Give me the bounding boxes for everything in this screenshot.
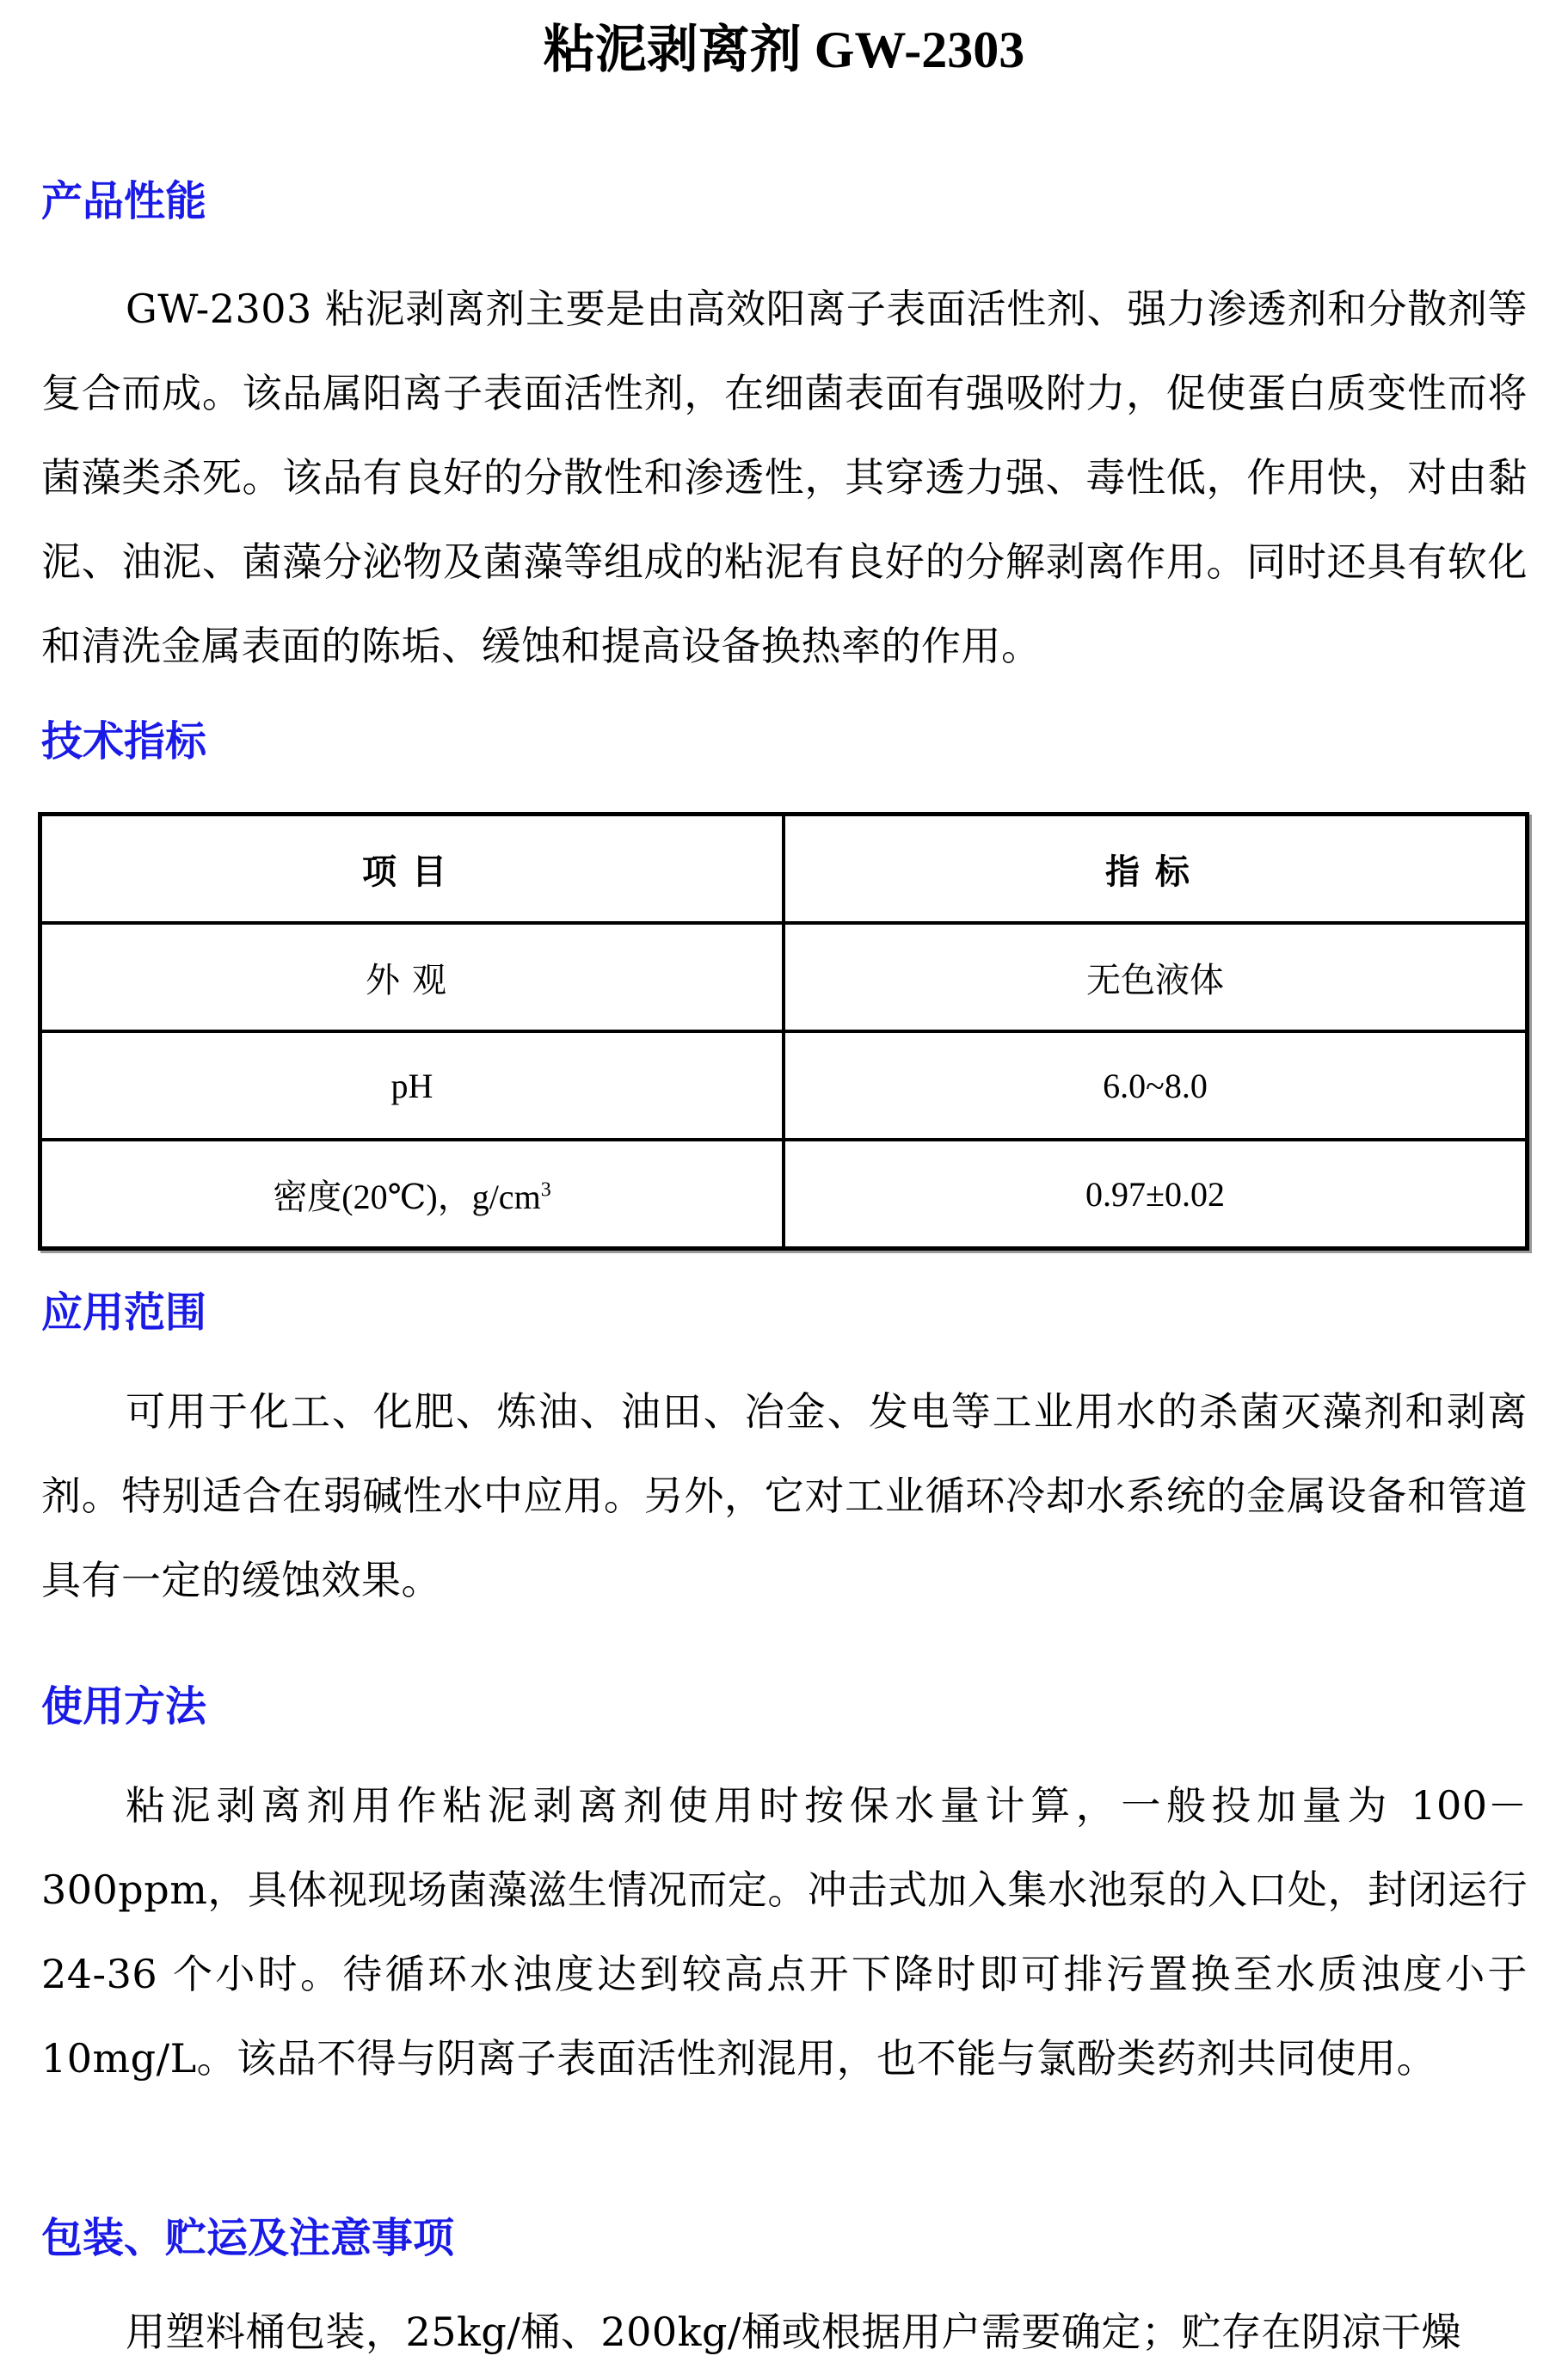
usage-paragraph: 粘泥剥离剂用作粘泥剥离剂使用时按保水量计算，一般投加量为 100－300ppm，具体视现场菌藻滋生情况而定。冲击式加入集水池泵的入口处，封闭运行 24-36 个小时。待循环水浊度达到较高点开下降时即可排污置换至水质浊度小于 10mg/L。该品不得与阴离子表面活性剂混用，也不能与氯酚类药剂共同使用。 [41, 1782, 1528, 2082]
section-heading-performance: 产品性能 [41, 177, 207, 225]
table-cell-item: 外观 [40, 923, 784, 1031]
table-cell-item: pH [40, 1031, 784, 1140]
table-row [40, 923, 1527, 1031]
section-heading-application: 应用范围 [41, 1288, 207, 1337]
table-header-value: 指标 [784, 815, 1527, 923]
density-unit-superscript: 3 [540, 1178, 551, 1202]
table-cell-value: 0.97±0.02 [784, 1140, 1527, 1248]
table-cell-value: 6.0~8.0 [784, 1031, 1527, 1140]
application-paragraph: 可用于化工、化肥、炼油、油田、冶金、发电等工业用水的杀菌灭藻剂和剥离剂。特别适合在弱碱性水中应用。另外，它对工业循环冷却水系统的金属设备和管道具有一定的缓蚀效果。 [41, 1388, 1528, 1603]
table-row [40, 1140, 1527, 1248]
table-cell-value: 无色液体 [784, 923, 1527, 1031]
document-title: 粘泥剥离剂 GW-2303 [543, 22, 1025, 78]
section-heading-specs: 技术指标 [41, 717, 207, 766]
table-header-row [40, 815, 1527, 923]
density-label: 密度(20℃)，g/cm [273, 1177, 541, 1216]
performance-paragraph: GW-2303 粘泥剥离剂主要是由高效阳离子表面活性剂、强力渗透剂和分散剂等复合而成。该品属阳离子表面活性剂，在细菌表面有强吸附力，促使蛋白质变性而将菌藻类杀死。该品有良好的分散性和渗透性，其穿透力强、毒性低，作用快，对由黏泥、油泥、菌藻分泌物及菌藻等组成的粘泥有良好的分解剥离作用。同时还具有软化和清洗金属表面的陈垢、缓蚀和提高设备换热率的作用。 [41, 286, 1528, 669]
table-cell-item [40, 1140, 784, 1248]
table-row [40, 1031, 1527, 1140]
spec-table [38, 812, 1529, 1251]
section-heading-packaging: 包装、贮运及注意事项 [41, 2214, 455, 2262]
section-heading-usage: 使用方法 [41, 1682, 207, 1731]
packaging-paragraph: 用塑料桶包装，25kg/桶、200kg/桶或根据用户需要确定；贮存在阴凉干燥 [126, 2309, 1461, 2355]
table-header-item: 项目 [40, 815, 784, 923]
